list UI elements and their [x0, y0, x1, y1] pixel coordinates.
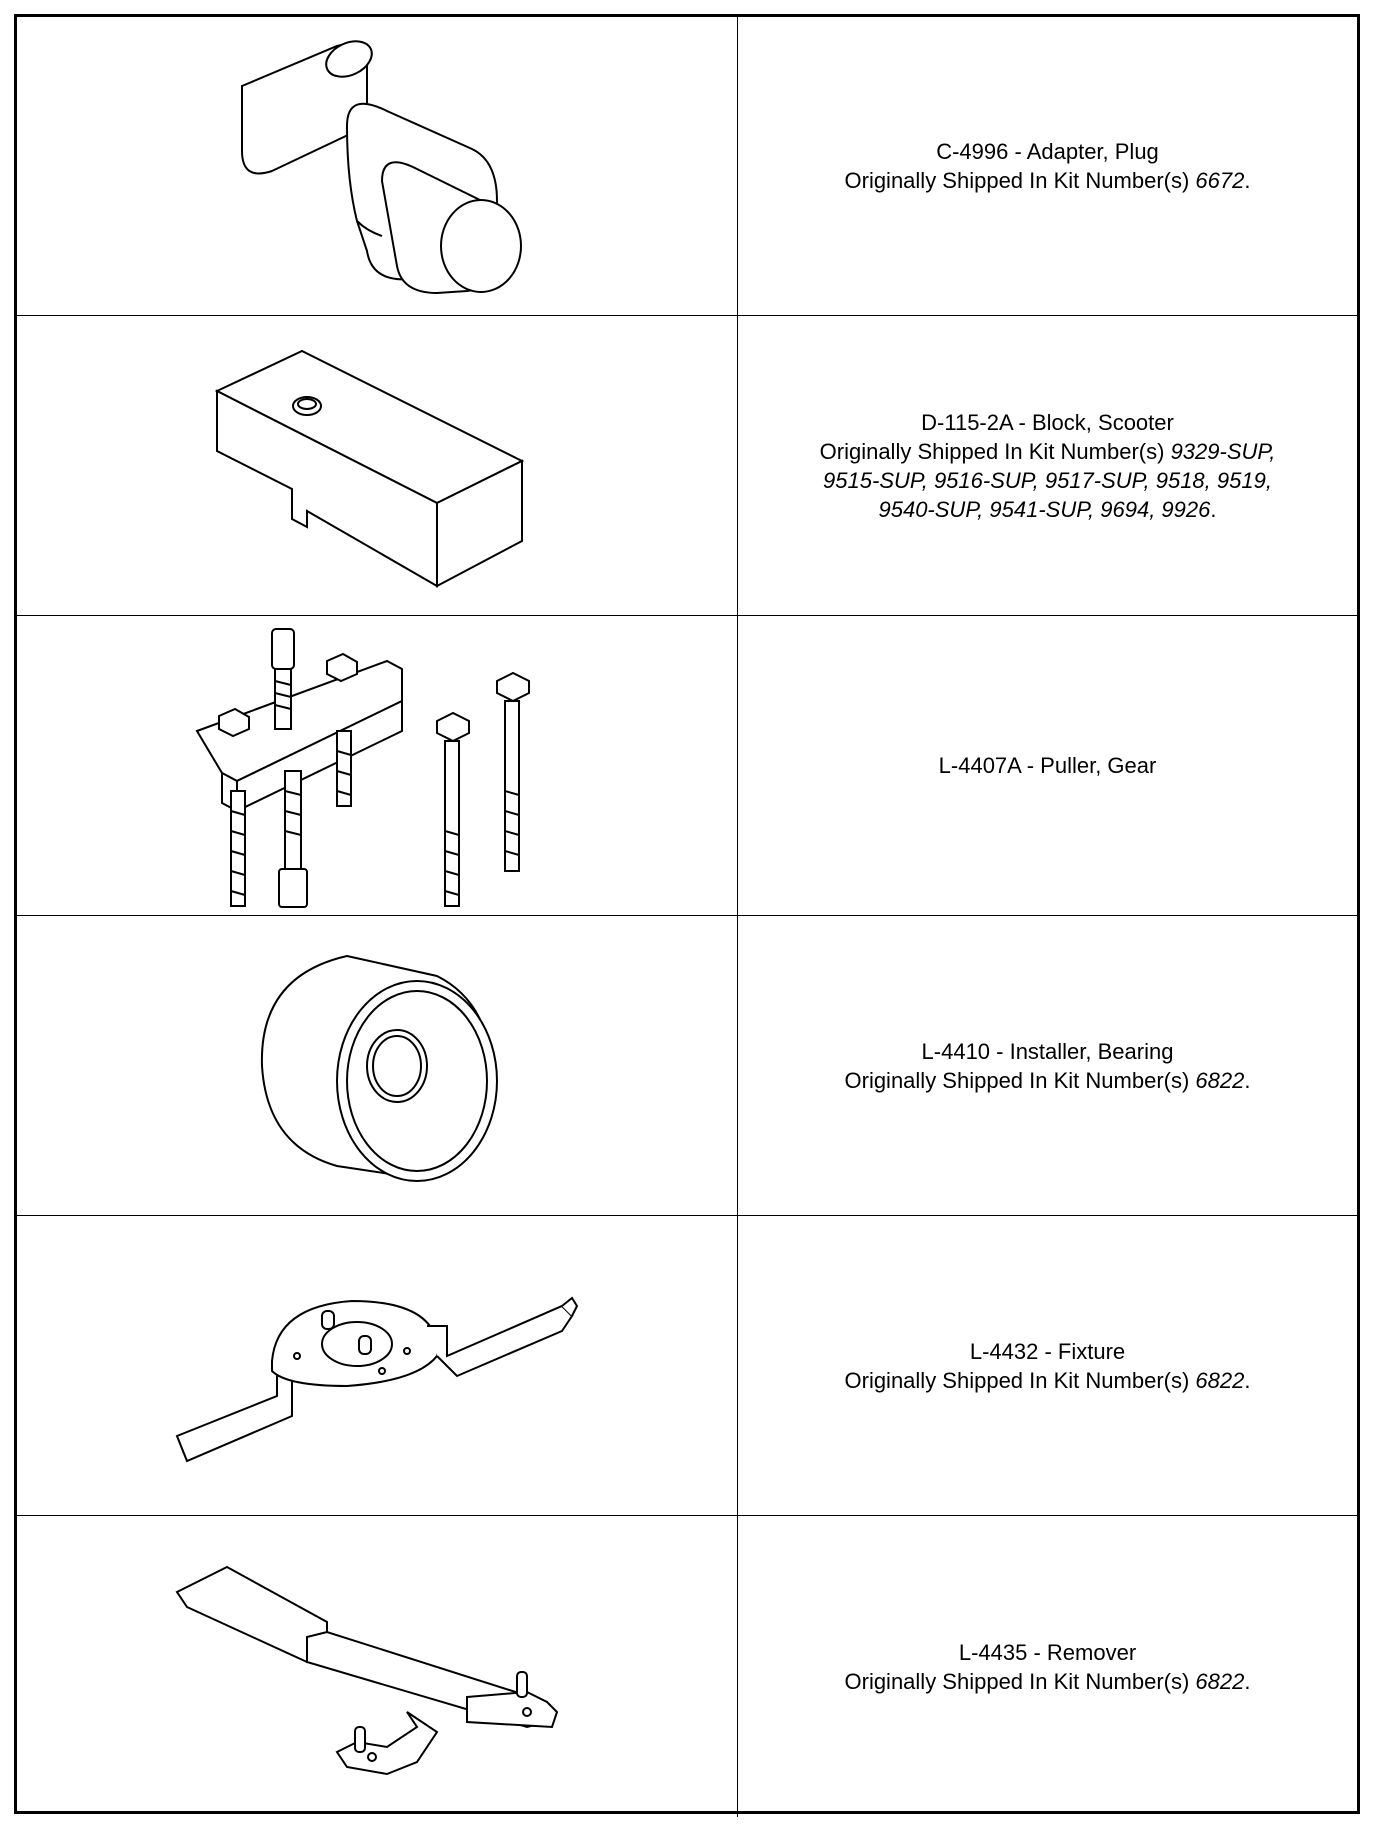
table-row [17, 1515, 1357, 1817]
tool-description-cell [738, 916, 1357, 1215]
table-row [17, 615, 1357, 915]
tool-image-cell [17, 1516, 738, 1817]
fixture-icon [167, 1256, 587, 1476]
tool-kit-line: Originally Shipped In Kit Number(s) 6822. [844, 1668, 1251, 1694]
tool-title: L-4410 - Installer, Bearing [921, 1038, 1174, 1064]
tool-kit-line: Originally Shipped In Kit Number(s) 6822. [844, 1067, 1251, 1093]
table-row [17, 1215, 1357, 1515]
table-row [17, 17, 1357, 315]
tool-image-cell [17, 916, 738, 1215]
plug-adapter-icon [197, 31, 557, 301]
tool-kit-line: Originally Shipped In Kit Number(s) 6822. [844, 1367, 1251, 1393]
tool-title: L-4435 - Remover [958, 1639, 1137, 1665]
tool-description-cell [738, 1516, 1357, 1817]
tool-kit-line: Originally Shipped In Kit Number(s) 9329-SUP, [819, 438, 1276, 464]
remover-icon [167, 1552, 587, 1782]
tool-image-cell [17, 1216, 738, 1515]
tool-title: L-4432 - Fixture [969, 1338, 1126, 1364]
tool-description-cell [738, 1216, 1357, 1515]
table-row [17, 315, 1357, 615]
bearing-installer-icon [247, 946, 507, 1186]
tool-image-cell [17, 316, 738, 615]
tool-title: L-4407A - Puller, Gear [938, 753, 1157, 778]
tool-kit-line: 9515-SUP, 9516-SUP, 9517-SUP, 9518, 9519, [823, 467, 1272, 493]
tool-title: D-115-2A - Block, Scooter [921, 409, 1174, 435]
tool-kit-line: Originally Shipped In Kit Number(s) 6672. [844, 168, 1251, 193]
tool-table [14, 14, 1360, 1814]
tool-title: C-4996 - Adapter, Plug [936, 139, 1159, 164]
table-row [17, 915, 1357, 1215]
tool-kit-line: 9540-SUP, 9541-SUP, 9694, 9926. [878, 496, 1217, 522]
tool-description-cell [738, 17, 1357, 315]
tool-description-cell [738, 316, 1357, 615]
tool-description-cell [738, 616, 1357, 915]
scooter-block-icon [197, 341, 557, 591]
tool-image-cell [17, 616, 738, 915]
tool-image-cell [17, 17, 738, 315]
gear-puller-icon [187, 621, 567, 911]
